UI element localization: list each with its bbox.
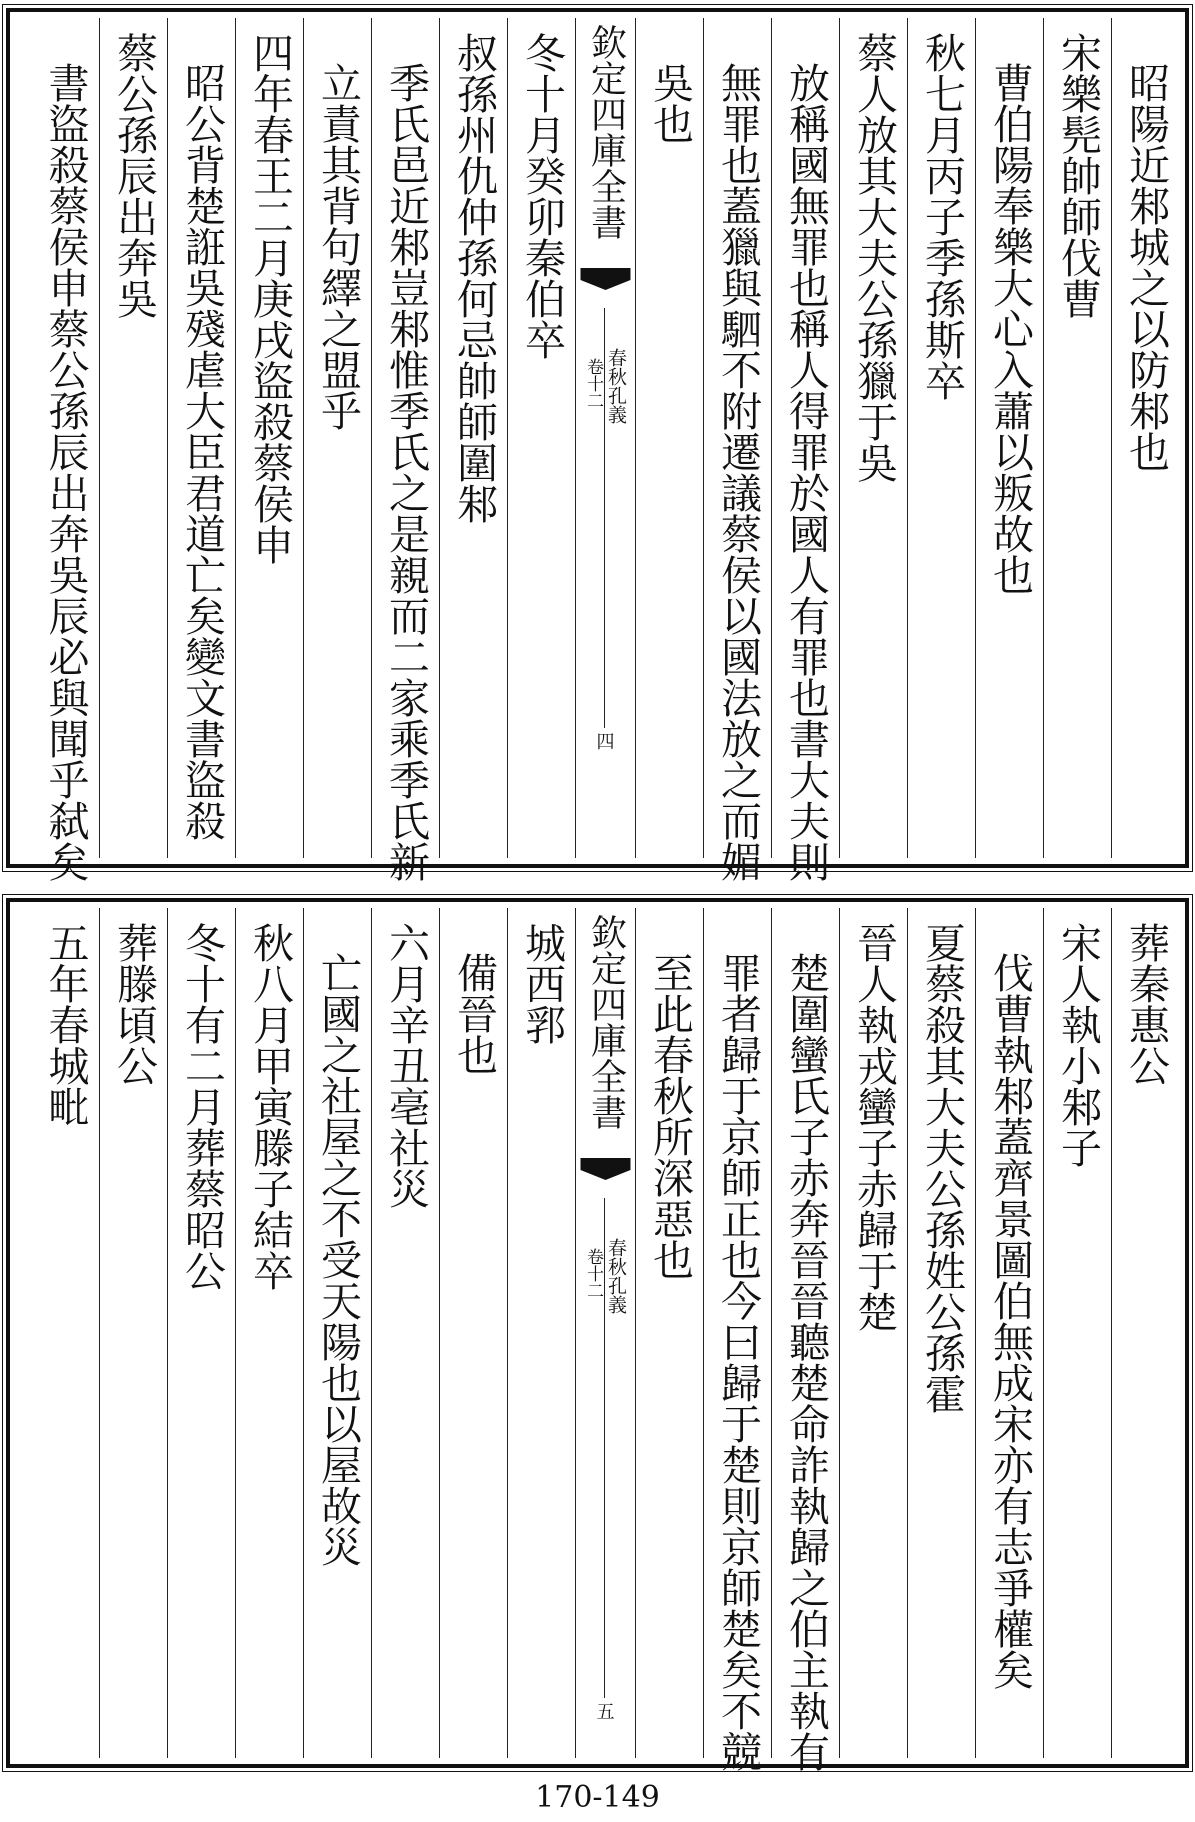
center-fold-column <box>575 18 635 858</box>
text-column <box>303 908 371 1758</box>
column-text: 五年春城毗 <box>41 922 90 1127</box>
column-text: 無罪也蓋獵與駟不附遷議蔡侯以國法放之而媚 <box>714 62 762 882</box>
top-page-panel <box>6 8 1189 882</box>
text-column <box>167 908 235 1758</box>
column-text: 葬滕頃公 <box>110 922 158 1086</box>
column-text: 昭公背楚誑吳殘虐大臣君道亡矣變文書盜殺 <box>178 62 226 841</box>
column-text: 冬十月癸卯秦伯卒 <box>518 32 566 360</box>
column-text: 四年春王二月庚戌盜殺蔡侯申 <box>246 32 294 565</box>
text-column <box>771 18 839 882</box>
text-column <box>839 18 907 858</box>
column-text: 亡國之社屋之不受天陽也以屋故災 <box>314 952 362 1567</box>
column-text: 備晉也 <box>450 952 498 1075</box>
column-text: 昭陽近邾城之以防邾也 <box>1122 62 1170 472</box>
column-text: 晉人執戎蠻子赤歸于楚 <box>850 922 898 1332</box>
book-title: 欽定四庫全書 <box>585 914 627 1130</box>
text-column <box>839 908 907 1758</box>
text-column <box>907 908 975 1758</box>
juan-label: 卷十二 <box>583 358 603 409</box>
text-column <box>99 18 167 858</box>
column-text: 蔡人放其大夫公孫獵于吳 <box>850 32 898 483</box>
column-text: 秋七月丙子季孫斯卒 <box>918 32 966 401</box>
work-title: 春秋孔義 <box>605 1238 627 1314</box>
bottom-page-panel <box>6 898 1189 1772</box>
text-column <box>703 18 771 882</box>
column-text: 叔孫州仇仲孫何忌帥師圍邾 <box>450 32 498 524</box>
column-text: 罪者歸于京師正也今曰歸于楚則京師楚矣不競 <box>714 952 762 1772</box>
column-text: 曹伯陽奉樂大心入蕭以叛故也 <box>986 62 1034 595</box>
juan-label: 卷十二 <box>583 1248 603 1299</box>
column-text: 吳也 <box>646 62 694 144</box>
text-column <box>1111 908 1179 1758</box>
column-text: 伐曹執邾蓋齊景圖伯無成宋亦有志爭權矣 <box>986 952 1034 1690</box>
text-column <box>907 18 975 858</box>
column-text: 季氏邑近邾豈邾惟季氏之是親而二家乘季氏新 <box>382 62 430 882</box>
text-column <box>235 18 303 858</box>
text-column <box>371 18 439 882</box>
text-column <box>975 908 1043 1758</box>
top-page-columns <box>16 18 1179 882</box>
column-text: 秋八月甲寅滕子結卒 <box>246 922 294 1291</box>
page-code: 170-149 <box>535 1780 660 1815</box>
text-column <box>635 908 703 1758</box>
column-text: 夏蔡殺其大夫公孫姓公孫霍 <box>918 922 966 1414</box>
column-text: 城西郛 <box>518 922 566 1045</box>
fish-tail-mark <box>580 268 631 298</box>
text-column <box>975 18 1043 858</box>
fish-tail-mark <box>580 1158 631 1188</box>
column-text: 放稱國無罪也稱人得罪於國人有罪也書大夫則 <box>782 62 830 882</box>
center-fold-column <box>575 908 635 1758</box>
text-column <box>1043 908 1111 1758</box>
text-column <box>167 18 235 858</box>
bottom-page-columns <box>16 908 1179 1772</box>
column-text: 冬十有二月葬蔡昭公 <box>178 922 226 1291</box>
text-column <box>439 18 507 858</box>
text-column <box>99 908 167 1758</box>
column-text: 六月辛丑亳社災 <box>382 922 430 1209</box>
text-column <box>507 908 575 1758</box>
column-text: 宋樂髡帥師伐曹 <box>1054 32 1102 319</box>
column-text: 葬秦惠公 <box>1122 922 1170 1086</box>
column-text: 立責其背句繹之盟乎 <box>314 62 362 431</box>
text-column <box>303 18 371 858</box>
text-column <box>703 908 771 1772</box>
text-column <box>1111 18 1179 858</box>
text-column <box>439 908 507 1758</box>
leaf-number: 四 <box>596 732 615 753</box>
book-title: 欽定四庫全書 <box>585 24 627 240</box>
text-column <box>507 18 575 858</box>
column-text: 蔡公孫辰出奔吳 <box>110 32 158 319</box>
text-column <box>771 908 839 1772</box>
column-text: 楚圍蠻氏子赤奔晉晉聽楚命詐執歸之伯主執有 <box>782 952 830 1772</box>
text-column <box>371 908 439 1758</box>
text-column <box>1043 18 1111 858</box>
text-column <box>635 18 703 858</box>
leaf-number: 五 <box>596 1702 615 1723</box>
column-text: 宋人執小邾子 <box>1054 922 1102 1168</box>
column-text: 至此春秋所深惡也 <box>646 952 694 1280</box>
work-title: 春秋孔義 <box>605 348 627 424</box>
column-text: 書盜殺蔡侯申蔡公孫辰出奔吳辰必與聞乎弑矣 <box>41 62 90 882</box>
text-column <box>31 18 99 882</box>
text-column <box>31 908 99 1758</box>
text-column <box>235 908 303 1758</box>
